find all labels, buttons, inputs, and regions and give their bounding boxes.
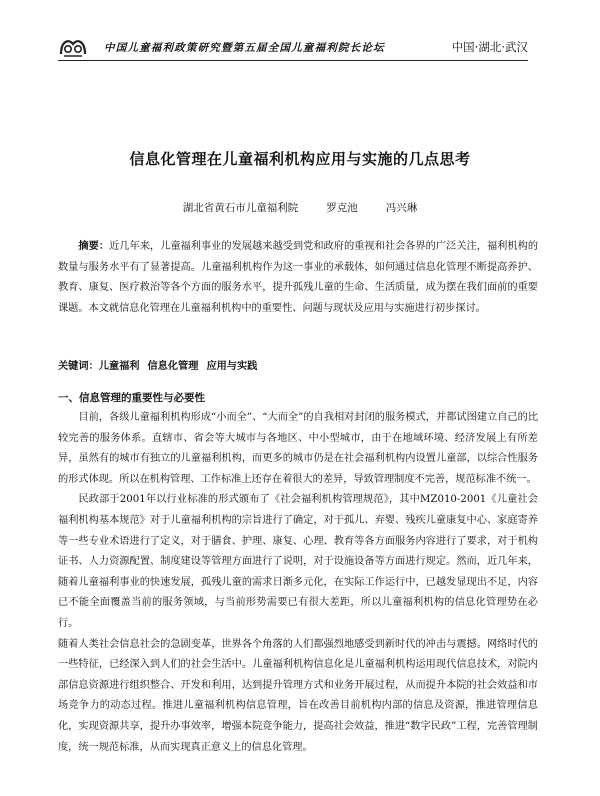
section-body	[58, 408, 538, 758]
conference-location: 中国·湖北·武汉	[451, 40, 528, 54]
abstract	[58, 236, 538, 319]
abstract-text: 近几年来，儿童福利事业的发展越来越受到党和政府的重视和社会各界的广泛关注，福利机构的数量与服务水平有了显著提高。儿童福利机构作为这一事业的承载体，如何通过信息化管理不断提高养护、教育、康复、医疗救治等各个方面的服务水平，提升孤残儿童的生命、生活质量，成为摆在我们面前的重要课题。本文就信息化管理在儿童福利机构中的重要性、问题与现状及应用与实施进行初步探讨。	[58, 241, 539, 314]
keyword-item: 儿童福利	[98, 360, 140, 372]
conference-title: 中国儿童福利政策研究暨第五届全国儿童福利院长论坛	[104, 42, 385, 54]
section-heading: 一、信息管理的重要性与必要性	[58, 392, 205, 404]
keywords	[58, 356, 538, 376]
abstract-paragraph	[58, 236, 538, 319]
body-paragraph: 目前，各级儿童福利机构形成“小而全”、“大而全”的自我相对封闭的服务模式，并都试图建立自己的比较完善的服务体系。直辖市、省会等大城市与各地区、中小型城市，由于在地域环境、经济发展上有所差异，虽然有的城市有独立的儿童福利机构，而更多的城市仍是在社会福利机构内设置儿童部，以综合性服务的形式体现。所以在机构管理、工作标准上还存在着很大的差异，导致管理制度不完善，规范标准不统一。	[58, 412, 538, 485]
paper-title: 信息化管理在儿童福利机构应用与实施的几点思考	[129, 150, 471, 168]
keyword-item: 应用与实践	[206, 360, 258, 372]
body-paragraph: 随着人类社会信息社会的急剧变革，世界各个角落的人们都强烈地感受到新时代的冲击与震撼。网络时代的一些特征，已经深入到人们的社会生活中。儿童福利机构信息化是儿童福利机构运用现代信息技术，对院内部信息资源进行组织整合、开发和利用，达到提升管理方式和业务开展过程，从而提升本院的社会效益和市场竞争力的动态过程。推进儿童福利机构信息管理，旨在改善目前机构内部的信息及资源，推进管理信息化，实现资源共享，提升办事效率，增强本院竞争能力，提高社会效益，推进“数字民政”工程，完善管理制度，统一规范标准，从而实现真正意义上的信息化管理。	[58, 638, 538, 753]
abstract-label: 摘要：	[78, 240, 110, 252]
header-divider	[58, 60, 528, 61]
keywords-label: 关键词：	[58, 360, 99, 372]
author-line: 湖北省黄石市儿童福利院 罗克池 冯兴琳	[182, 202, 418, 214]
keyword-item: 信息化管理	[147, 360, 199, 372]
running-header	[58, 34, 528, 60]
body-paragraph: 民政部于2001年以行业标准的形式颁布了《社会福利机构管理规范》，其中MZ010-2001《儿童社会福利机构基本规范》对于儿童福利机构的宗旨进行了确定，对于孤儿、弃婴、残疾儿童康复中心、家庭寄养等一些专业术语进行了定义，对于膳食、护理、康复、心理、教育等各方面服务内容进行了要求，对于机构证书、人力资源配置、制度建设等管理方面进行了说明，对于设施设备等方面进行规定。然而，近几年来，随着儿童福利事业的快速发展，孤残儿童的需求日渐多元化，在实际工作运行中，已越发显现出不足，内容已不能全面覆盖当前的服务领域，与当前形势需要已有很大差距，所以儿童福利机构的信息化管理势在必行。	[58, 494, 538, 629]
conference-logo-icon	[58, 34, 88, 60]
